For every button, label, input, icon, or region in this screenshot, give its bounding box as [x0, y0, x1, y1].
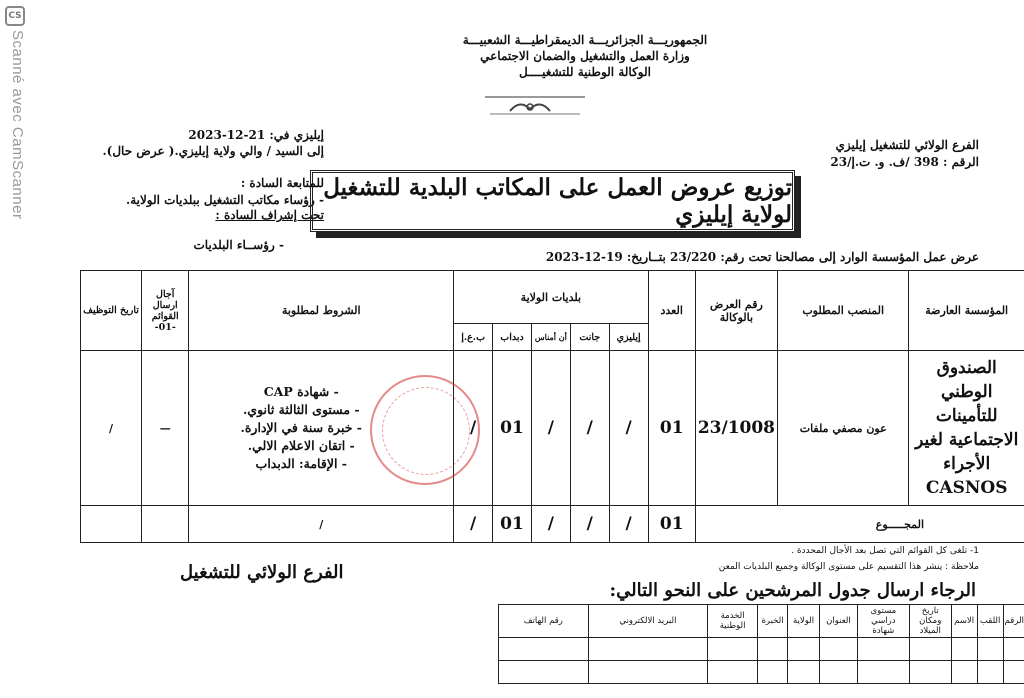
- total-bba-cell: /: [454, 506, 493, 543]
- camscanner-logo: CS: [5, 6, 25, 26]
- total-row: [81, 506, 1024, 543]
- agency-name: الوكالة الوطنية للتشغيــــل: [519, 65, 651, 79]
- letterhead: [420, 32, 750, 80]
- col-address: العنوان: [819, 605, 857, 638]
- col-email: البريد الالكتروني: [588, 605, 708, 638]
- header-deadline: آجال ارسال القوائم -01-: [142, 271, 189, 351]
- institution-cell: الصندوق الوطني للتأمينات الاجتماعية لغير الأجراء CASNOS: [909, 351, 1024, 506]
- header-conditions: الشروط لمطلوبة: [189, 271, 454, 351]
- candidates-table: [498, 604, 1024, 684]
- note-publication: ملاحظة : ينشر هذا التقسيم على مستوى الوكالة وجميع البلديات المعن: [718, 562, 979, 572]
- table-row: [499, 661, 1024, 684]
- count-cell: 01: [648, 351, 695, 506]
- total-djanet-cell: /: [570, 506, 609, 543]
- document-title: توزيع عروض العمل على المكاتب البلدية للتشغيل لولاية إيليزي: [310, 170, 795, 232]
- letter-date: إيليزي في: 21-12-2023: [188, 128, 324, 142]
- total-in-amenas-cell: /: [531, 506, 570, 543]
- republic-name: الجمهوريـــة الجزائريـــة الديمقراطيـــة الشعبيـــة: [462, 33, 708, 47]
- header-institution: المؤسسة العارضة: [909, 271, 1024, 351]
- col-birth: تاريخ ومكان الميلاد: [909, 605, 951, 638]
- total-label: المجـــــوع: [695, 506, 1024, 543]
- condition-item: - الإقامة: الدبداب: [189, 455, 413, 473]
- col-military-service: الخدمة الوطنية: [708, 605, 758, 638]
- col-surname: اللقب: [977, 605, 1003, 638]
- position-cell: عون مصفي ملفات: [778, 351, 909, 506]
- condition-item: - اتقان الاعلام الالي.: [189, 437, 413, 455]
- conditions-cell: [189, 351, 454, 506]
- commune-djanet: جانت: [570, 324, 609, 351]
- supervision-label: تحت إشراف السادة :: [215, 208, 324, 222]
- branch-name: الفرع الولائي للتشغيل إيليزي: [835, 138, 979, 152]
- djanet-cell: /: [570, 351, 609, 506]
- commune-illizi: إيليزي: [609, 324, 648, 351]
- offers-table: [80, 270, 1024, 543]
- recipient: إلى السيد / والي ولاية إيليزي.( عرض حال).: [102, 144, 324, 158]
- commune-bba: ب.ع.إ: [454, 324, 493, 351]
- table-row: [499, 638, 1024, 661]
- offer-number-cell: 23/1008: [695, 351, 777, 506]
- col-number: الرقم: [1003, 605, 1024, 638]
- col-name: الاسم: [951, 605, 977, 638]
- camscanner-text: Scanné avec CamScanner: [9, 30, 26, 220]
- followup-label: للمتابعة السادة :: [240, 176, 324, 190]
- illizi-cell: /: [609, 351, 648, 506]
- header-communes: بلديات الولاية: [454, 271, 648, 324]
- condition-item: - شهادة CAP: [189, 383, 413, 401]
- total-hire-cell: [81, 506, 142, 543]
- deadline-cell: —: [142, 351, 189, 506]
- signature-block: الفرع الولائي للتشغيل: [180, 562, 344, 583]
- document-page: [40, 0, 1024, 698]
- col-wilaya: الولاية: [788, 605, 820, 638]
- bba-cell: /: [454, 351, 493, 506]
- mayors: - رؤســاء البلديات: [193, 238, 284, 252]
- hire-date-cell: /: [81, 351, 142, 506]
- total-debdeb-cell: 01: [493, 506, 532, 543]
- header-position: المنصب المطلوب: [778, 271, 909, 351]
- header-offer-number: رقم العرض بالوكالة: [695, 271, 777, 351]
- header-hire-date: تاريخ التوظيف: [81, 271, 142, 351]
- candidates-instruction: الرجاء ارسال جدول المرشحين على النحو التالي:: [609, 580, 976, 601]
- commune-in-amenas: أن أمناس: [531, 324, 570, 351]
- scanner-watermark: [0, 0, 30, 300]
- reference-number: الرقم : 398 /ف. و. ت.إ/23: [830, 155, 979, 169]
- col-experience: الخبرة: [758, 605, 788, 638]
- total-count-cell: 01: [648, 506, 695, 543]
- col-education: مستوى دراسي شهادة: [857, 605, 909, 638]
- note-deadline: 1- تلغى كل القوائم التي تصل بعد الأجال المحددة .: [791, 546, 979, 556]
- agency-logo-icon: [480, 95, 590, 117]
- debdeb-cell: 01: [493, 351, 532, 506]
- total-conditions-cell: /: [189, 506, 454, 543]
- ministry-name: وزارة العمل والتشغيل والضمان الاجتماعي: [480, 49, 690, 63]
- header-count: العدد: [648, 271, 695, 351]
- office-heads: - رؤساء مكاتب التشغيل ببلديات الولاية.: [126, 193, 324, 207]
- candidates-header-row: [499, 605, 1024, 638]
- table-header-row: [81, 271, 1024, 324]
- table-row: [81, 351, 1024, 506]
- condition-item: - خبرة سنة في الإدارة.: [189, 419, 413, 437]
- total-deadline-cell: [142, 506, 189, 543]
- condition-item: - مستوى الثالثة ثانوي.: [189, 401, 413, 419]
- in-amenas-cell: /: [531, 351, 570, 506]
- offer-reference-line: عرض عمل المؤسسة الوارد إلى مصالحنا تحت رقم: 23/220 بتــاريخ: 19-12-2023: [545, 250, 979, 264]
- total-illizi-cell: /: [609, 506, 648, 543]
- col-phone: رقم الهاتف: [499, 605, 589, 638]
- commune-debdeb: دبداب: [493, 324, 532, 351]
